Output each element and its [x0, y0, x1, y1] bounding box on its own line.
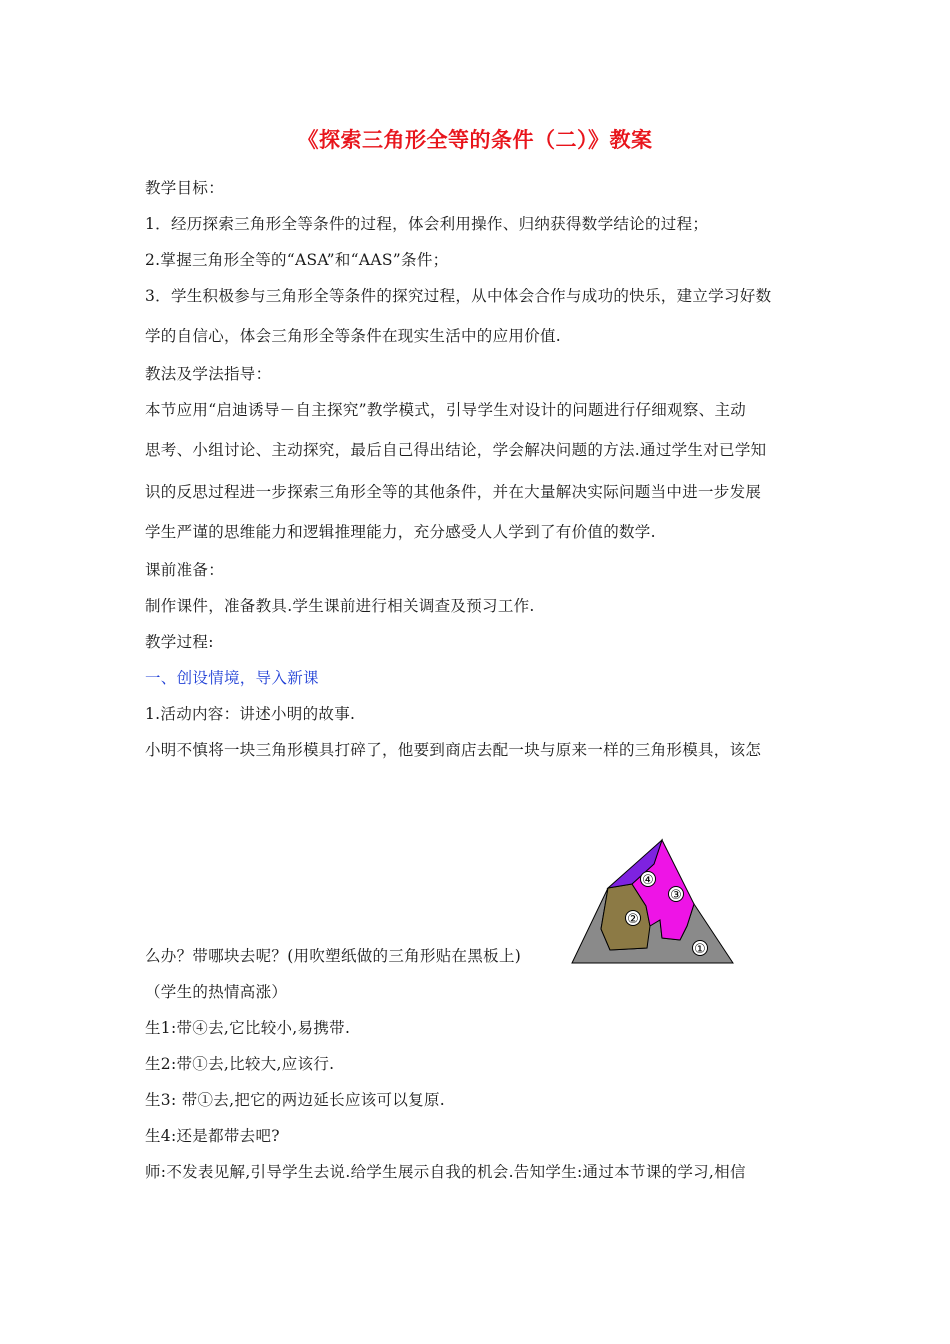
objective-2: 2.掌握三角形全等的“ASA”和“AAS”条件；: [145, 251, 449, 269]
label-4: ④: [642, 873, 654, 888]
objective-1: 1．经历探索三角形全等条件的过程，体会利用操作、归纳获得数学结论的过程；: [145, 215, 709, 233]
prep-heading: 课前准备：: [145, 561, 225, 579]
objectives-heading: 教学目标：: [145, 179, 225, 197]
student-3-answer: 生3: 带①去,把它的两边延长应该可以复原.: [145, 1091, 445, 1109]
objective-3-line-2: 学的自信心，体会三角形全等条件在现实生活中的应用价值.: [145, 327, 562, 345]
section-1-heading: 一、创设情境，导入新课: [145, 669, 319, 687]
method-line-4: 学生严谨的思维能力和逻辑推理能力，充分感受人人学到了有价值的数学.: [145, 523, 656, 541]
story-line-2: 么办？带哪块去呢？(用吹塑纸做的三角形贴在黑板上): [145, 947, 522, 965]
teacher-response: 师:不发表见解,引导学生去说.给学生展示自我的机会.告知学生:通过本节课的学习,相信: [145, 1163, 746, 1181]
label-3: ③: [670, 888, 682, 903]
broken-triangle-figure: [570, 838, 735, 966]
prep-line-1: 制作课件，准备教具.学生课前进行相关调查及预习工作.: [145, 597, 535, 615]
method-heading: 教法及学法指导：: [145, 365, 272, 383]
students-note: （学生的热情高涨）: [145, 983, 288, 1001]
objective-3-line-1: 3．学生积极参与三角形全等条件的探究过程，从中体会合作与成功的快乐，建立学习好数: [145, 287, 772, 305]
label-2: ②: [627, 912, 639, 927]
student-1-answer: 生1:带④去,它比较小,易携带.: [145, 1019, 351, 1037]
activity-1: 1.活动内容：讲述小明的故事.: [145, 705, 356, 723]
method-line-3: 识的反思过程进一步探索三角形全等的其他条件，并在大量解决实际问题当中进一步发展: [145, 483, 762, 501]
student-4-answer: 生4:还是都带去吧?: [145, 1127, 280, 1145]
student-2-answer: 生2:带①去,比较大,应该行.: [145, 1055, 335, 1073]
method-line-2: 思考、小组讨论、主动探究，最后自己得出结论，学会解决问题的方法.通过学生对已学知: [145, 441, 767, 459]
label-1: ①: [694, 942, 706, 957]
process-heading: 教学过程:: [145, 633, 214, 651]
method-line-1: 本节应用“启迪诱导－自主探究”教学模式，引导学生对设计的问题进行仔细观察、主动: [145, 401, 747, 419]
document-title: 《探索三角形全等的条件（二）》教案: [297, 127, 653, 152]
story-line-1: 小明不慎将一块三角形模具打碎了，他要到商店去配一块与原来一样的三角形模具，该怎: [145, 741, 762, 759]
